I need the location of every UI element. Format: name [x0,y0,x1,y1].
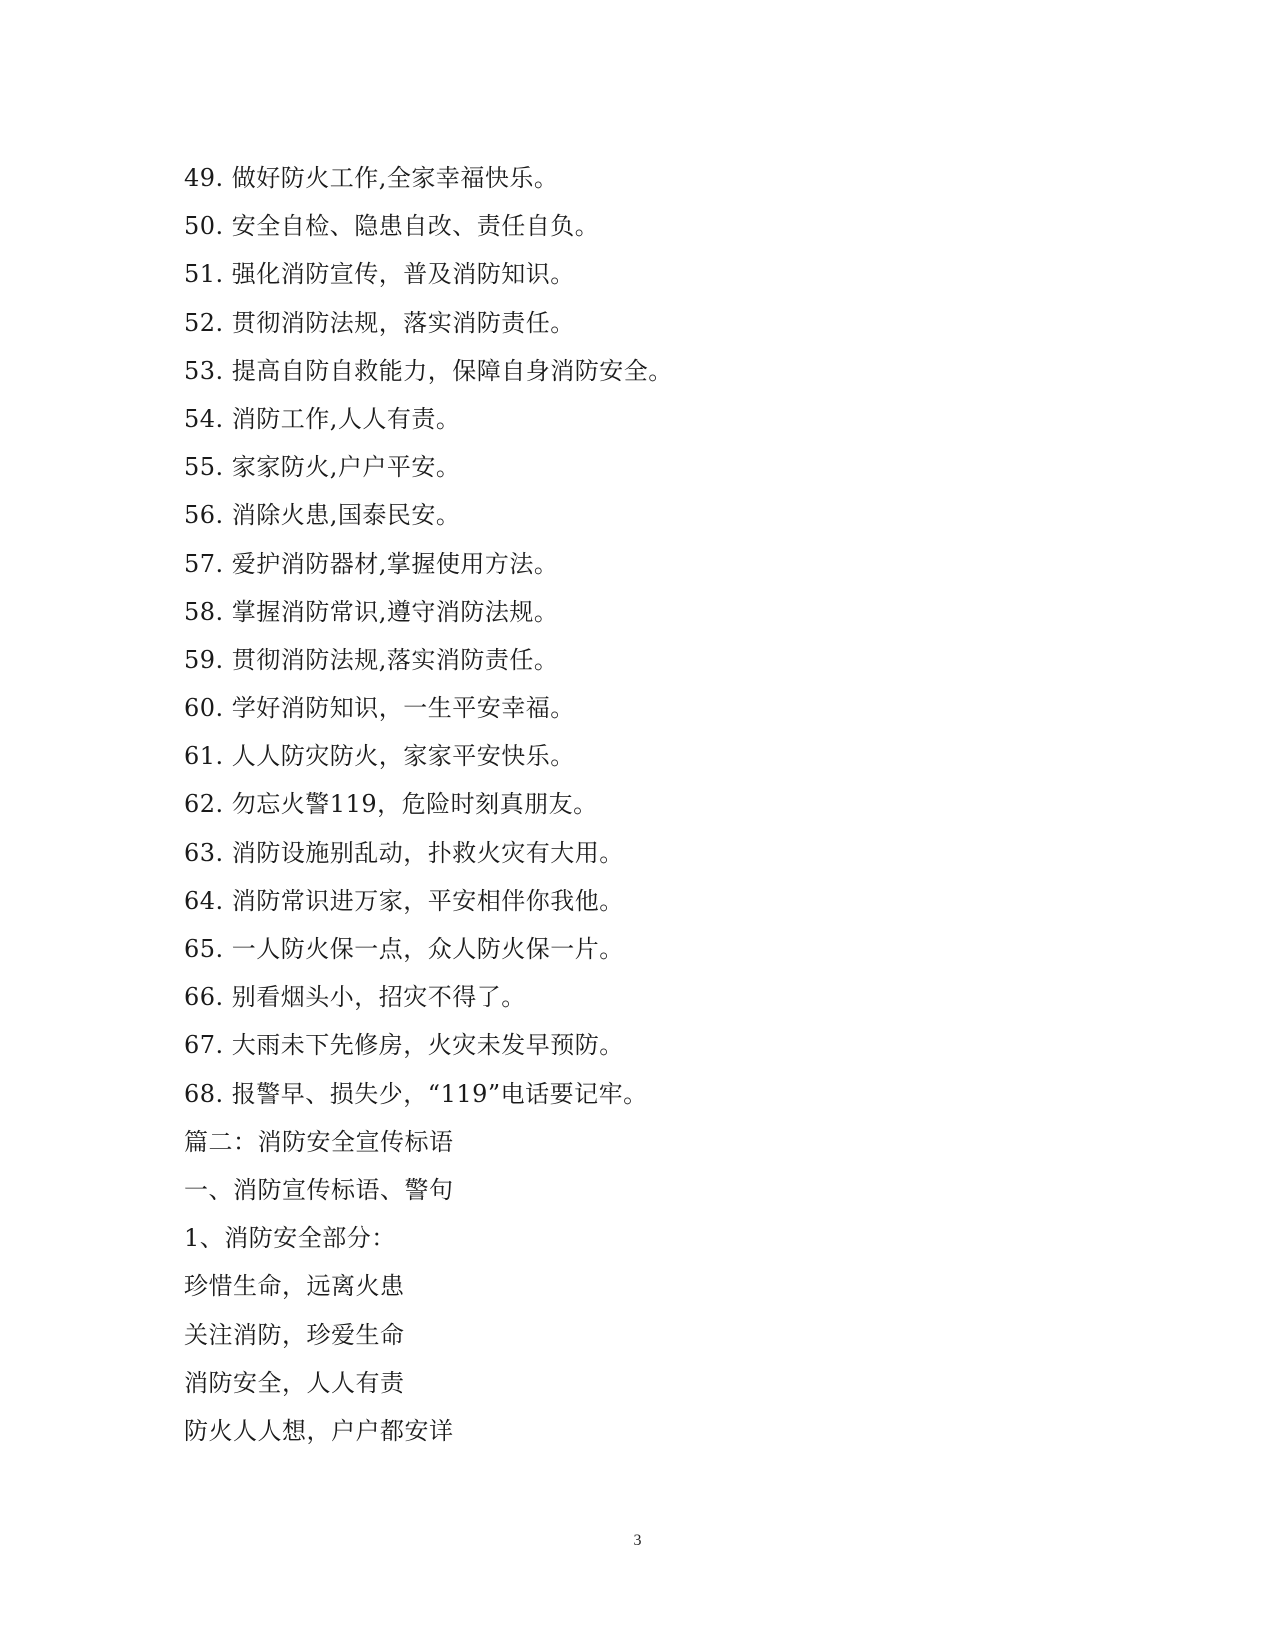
section-heading: 一、消防宣传标语、警句 [184,1175,454,1204]
text-line: 50. 安全自检、隐患自改、责任自负。 [184,212,600,241]
text-line: 65. 一人防火保一点，众人防火保一片。 [184,935,624,963]
text-line: 67. 大雨未下先修房，火灾未发早预防。 [184,1031,624,1060]
text-line: 防火人人想，户户都安详 [184,1416,454,1445]
text-line: 51. 强化消防宣传，普及消防知识。 [184,260,575,289]
text-line: 关注消防，珍爱生命 [184,1320,405,1349]
text-line: 56. 消除火患,国泰民安。 [184,501,461,530]
text-line: 珍惜生命，远离火患 [184,1272,405,1301]
text-line: 66. 别看烟头小，招灾不得了。 [184,983,526,1012]
subsection-heading: 1、消防安全部分： [184,1224,396,1253]
text-line: 64. 消防常识进万家，平安相伴你我他。 [184,886,624,915]
text-line: 53. 提高自防自救能力，保障自身消防安全。 [184,356,673,385]
text-line: 54. 消防工作,人人有责。 [184,404,461,433]
text-line: 57. 爱护消防器材,掌握使用方法。 [184,549,559,578]
page-number: 3 [633,1532,642,1549]
text-line: 49. 做好防火工作,全家幸福快乐。 [184,164,559,192]
text-line: 58. 掌握消防常识,遵守消防法规。 [184,597,559,626]
text-line: 59. 贯彻消防法规,落实消防责任。 [184,645,559,674]
text-line: 61. 人人防灾防火，家家平安快乐。 [184,742,575,771]
text-line: 消防安全，人人有责 [184,1368,405,1397]
text-line: 62. 勿忘火警119，危险时刻真朋友。 [184,790,598,819]
document-body [184,154,1124,1455]
text-line: 55. 家家防火,户户平安。 [184,453,461,482]
text-line: 63. 消防设施别乱动，扑救火灾有大用。 [184,838,624,867]
text-line: 60. 学好消防知识，一生平安幸福。 [184,694,575,723]
text-line: 68. 报警早、损失少，“119”电话要记牢。 [184,1079,648,1108]
text-line: 52. 贯彻消防法规，落实消防责任。 [184,308,575,337]
section-title: 篇二：消防安全宣传标语 [184,1127,454,1156]
